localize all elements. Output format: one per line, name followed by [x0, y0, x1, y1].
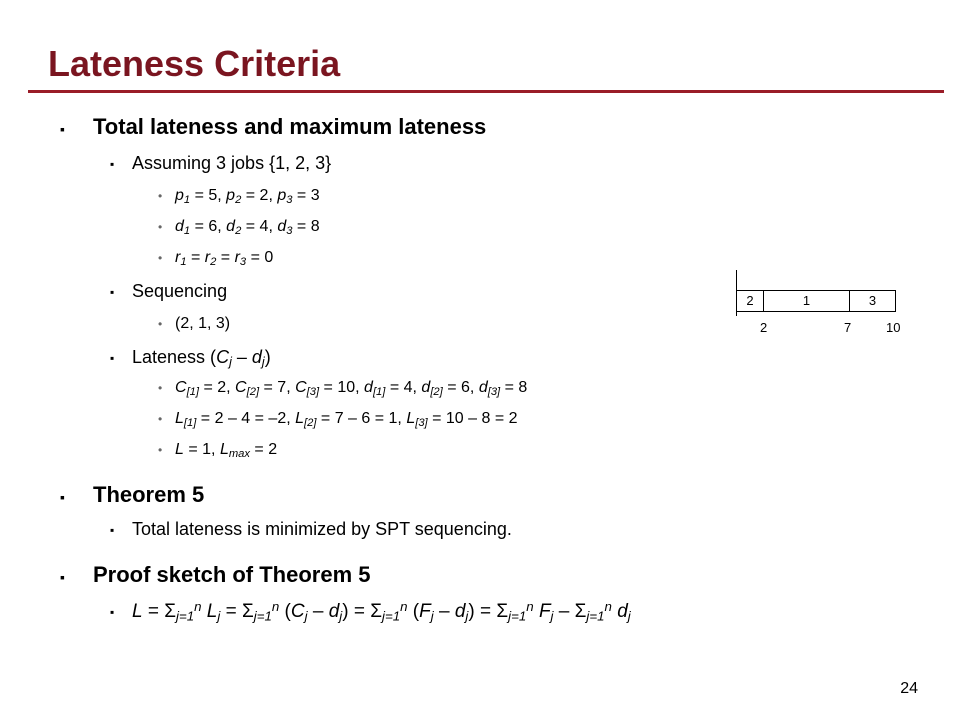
processing-times-text: $p_1 = 5$, $p_2 = 2$, $p_3 = 3$: [175, 187, 320, 206]
dot-bullet-icon: •: [158, 220, 163, 234]
gantt-tick-label: 2: [760, 320, 768, 335]
gantt-tick-label: 10: [886, 320, 901, 335]
gantt-job-box: 2: [736, 290, 764, 312]
dot-bullet-icon: •: [158, 443, 163, 457]
dot-bullet-icon: •: [158, 381, 163, 395]
lateness-summary-text: L = 1, $L_{max} = 2$: [175, 441, 278, 460]
dot-bullet-icon: •: [158, 412, 163, 426]
section-heading: Proof sketch of Theorem 5: [93, 562, 371, 587]
dot-bullet-icon: •: [158, 251, 163, 265]
lateness-values-text: $L_{[1]} = 2 - 4 = -2$, $L_{[2]} = 7 - 6 = 1$, $L_{[3]} = 10 - 8 = 2$: [175, 410, 518, 429]
square-bullet-icon: ▪: [110, 605, 115, 619]
due-dates-text: $d_1 = 6$, $d_2 = 4$, $d_3 = 8$: [175, 218, 320, 237]
square-bullet-icon: ▪: [110, 285, 115, 299]
gantt-tick-label: 7: [844, 320, 852, 335]
dot-bullet-icon: •: [158, 317, 163, 331]
lateness-label: Lateness $(C_j - d_j)$: [132, 347, 271, 370]
gantt-job-box: 3: [849, 290, 896, 312]
slide-title: Lateness Criteria: [48, 43, 341, 84]
title-divider: [28, 90, 944, 93]
gantt-diagram: [736, 270, 916, 340]
section-heading: Total lateness and maximum lateness: [93, 114, 487, 139]
square-bullet-icon: ▪: [60, 569, 65, 585]
square-bullet-icon: ▪: [110, 351, 115, 365]
release-times-text: $r_1 = r_2 = r_3 = 0$: [175, 249, 274, 268]
sequencing-label: Sequencing: [132, 281, 228, 301]
sequence-text: (2, 1, 3): [175, 315, 231, 332]
square-bullet-icon: ▪: [110, 523, 115, 537]
section-heading: Theorem 5: [93, 482, 205, 507]
square-bullet-icon: ▪: [110, 157, 115, 171]
page-number: 24: [900, 680, 918, 697]
dot-bullet-icon: •: [158, 189, 163, 203]
square-bullet-icon: ▪: [60, 121, 65, 137]
theorem-text: Total lateness is minimized by SPT sequencing.: [132, 519, 512, 539]
proof-formula-text: $L = \Sigma_{j=1}^n$ $L_j = \Sigma_{j=1}^n$ $(C_j - d_j) = \Sigma_{j=1}^n$ $(F_j - d_j) = \Sigma_{j=1}^n$ $F_j - \Sigma_{j=1}^n$ $d_j$: [132, 599, 631, 624]
completion-times-text: $C_{[1]} = 2$, $C_{[2]} = 7$, $C_{[3]} = 10$, $d_{[1]} = 4$, $d_{[2]} = 6$, $d_{[3]} = 8$: [175, 379, 528, 398]
gantt-job-box: 1: [763, 290, 850, 312]
assumption-text: Assuming 3 jobs {1, 2, 3}: [132, 153, 332, 173]
square-bullet-icon: ▪: [60, 489, 65, 505]
